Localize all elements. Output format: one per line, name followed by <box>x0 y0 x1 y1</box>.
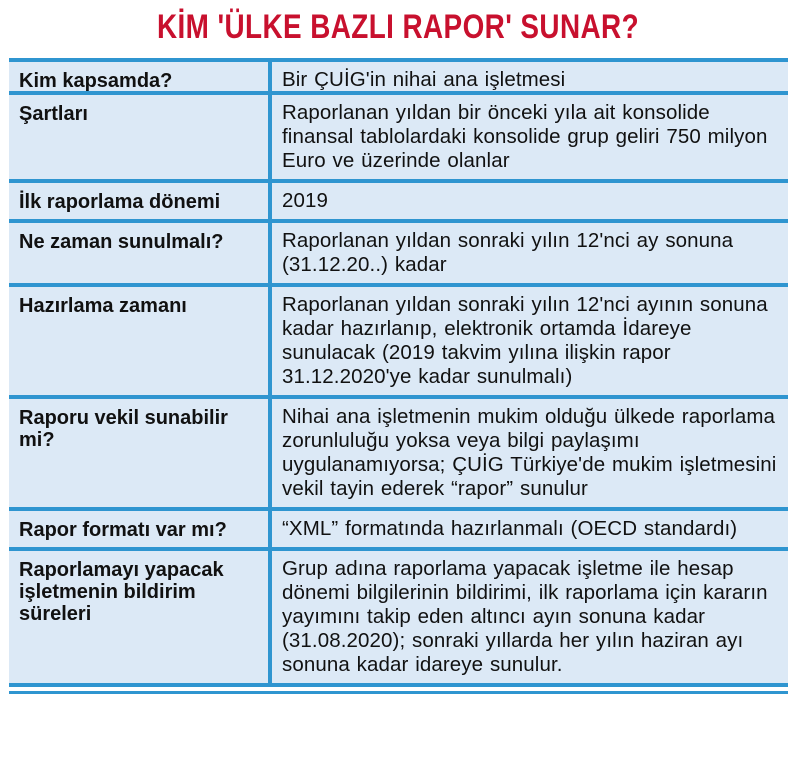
row-value: Raporlanan yıldan sonraki yılın 12'nci ay sonuna (31.12.20..) kadar <box>282 229 734 276</box>
page-title: KİM 'ÜLKE BAZLI RAPOR' SUNAR? <box>156 7 640 46</box>
table-row <box>9 551 788 687</box>
table-row <box>9 95 788 183</box>
row-value: 2019 <box>282 189 329 212</box>
table-row <box>9 62 788 95</box>
row-value: Nihai ana işletmenin mukim olduğu ülkede raporlama zorunluluğu yoksa veya bilgi paylaşımı uygulanamıyorsa; ÇUİG Türkiye'de mukim işletmesini vekil tayin ederek “rapor” sunulur <box>282 405 777 500</box>
bottom-divider <box>9 691 788 694</box>
row-label: Ne zaman sunulmalı? <box>9 223 272 283</box>
info-table <box>9 58 788 694</box>
table-row <box>9 287 788 399</box>
row-label: İlk raporlama dönemi <box>9 183 272 219</box>
row-label: Raporu vekil sunabilir mi? <box>9 399 272 507</box>
table-row <box>9 223 788 287</box>
table-row <box>9 399 788 511</box>
row-value: Raporlanan yıldan bir önceki yıla ait konsolide finansal tablolardaki konsolide grup geliri 750 milyon Euro ve üzerinde olanlar <box>282 101 768 172</box>
row-value: Grup adına raporlama yapacak işletme ile hesap dönemi bilgilerinin bildirimi, ilk raporlama için kararın yayımını takip eden altıncı ayın sonuna kadar (31.08.2020); sonraki yıllarda her yılın haziran ayı sonuna kadar idareye sunulur. <box>282 557 768 676</box>
table-row <box>9 511 788 551</box>
row-label: Raporlamayı yapacak işletmenin bildirim süreleri <box>9 551 272 683</box>
row-label: Kim kapsamda? <box>9 62 272 91</box>
row-label: Rapor formatı var mı? <box>9 511 272 547</box>
row-value: Raporlanan yıldan sonraki yılın 12'nci ayının sonuna kadar hazırlanıp, elektronik ortamda İdareye sunulacak (2019 takvim yılına ilişkin rapor 31.12.2020'ye kadar sunulmalı) <box>282 293 768 388</box>
row-value: “XML” formatında hazırlanmalı (OECD standardı) <box>282 517 738 540</box>
row-label: Şartları <box>9 95 272 179</box>
table-row <box>9 183 788 223</box>
row-label: Hazırlama zamanı <box>9 287 272 395</box>
row-value: Bir ÇUİG'in nihai ana işletmesi <box>282 68 566 91</box>
